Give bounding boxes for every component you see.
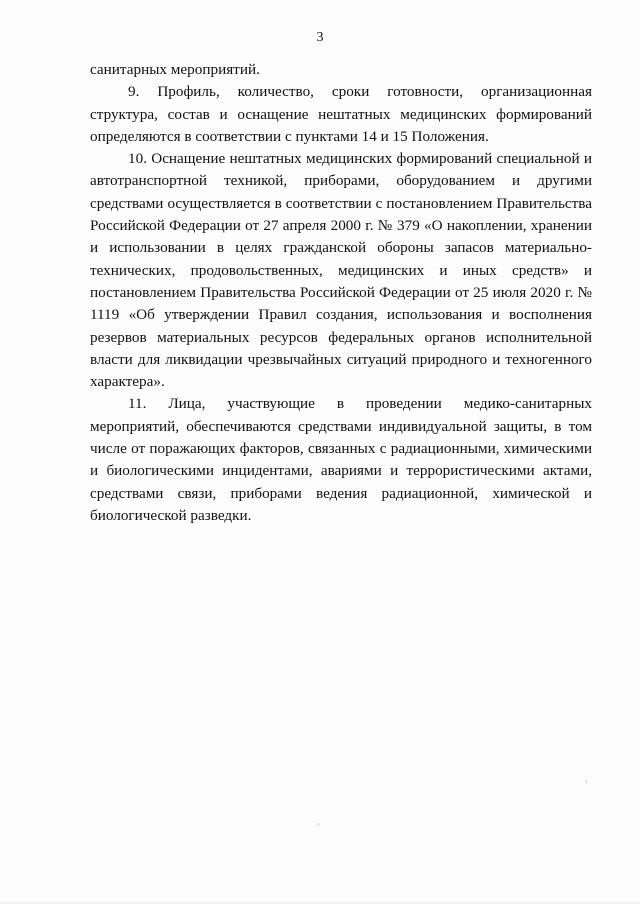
scan-artifact xyxy=(318,823,319,826)
scan-bottom-edge xyxy=(0,900,640,904)
scan-artifact xyxy=(586,780,587,783)
paragraph-10: 10. Оснащение нештатных медицинских формирований специальной и автотранспортной техникой, приборами, оборудованием и другими средствами осуществляется в соответствии с постановлением Правительства Российской Федерации от 27 апреля 2000 г. № 379 «О накоплении, хранении и использовании в целях гражданской обороны запасов материально-технических, продовольственных, медицинских и иных средств» и постановлением Правительства Российской Федерации от 25 июля 2020 г. № 1119 «Об утверждении Правил создания, использования и восполнения резервов материальных ресурсов федеральных органов исполнительной власти для ликвидации чрезвычайных ситуаций природного и техногенного характера». xyxy=(90,150,592,391)
paragraph-continuation: санитарных мероприятий. xyxy=(90,61,260,78)
page-number: 3 xyxy=(316,30,324,45)
paragraph-11: 11. Лица, участвующие в проведении медико-санитарных мероприятий, обеспечиваются средствами индивидуальной защиты, в том числе от поражающих факторов, связанных с радиационными, химическими и биологическими инцидентами, авариями и террористическими актами, средствами связи, приборами ведения радиационной, химической и биологической разведки. xyxy=(90,395,592,524)
paragraph-9: 9. Профиль, количество, сроки готовности, организационная структура, состав и оснащение нештатных медицинских формирований определяются в соответствии с пунктами 14 и 15 Положения. xyxy=(90,83,592,145)
document-body xyxy=(90,59,592,527)
